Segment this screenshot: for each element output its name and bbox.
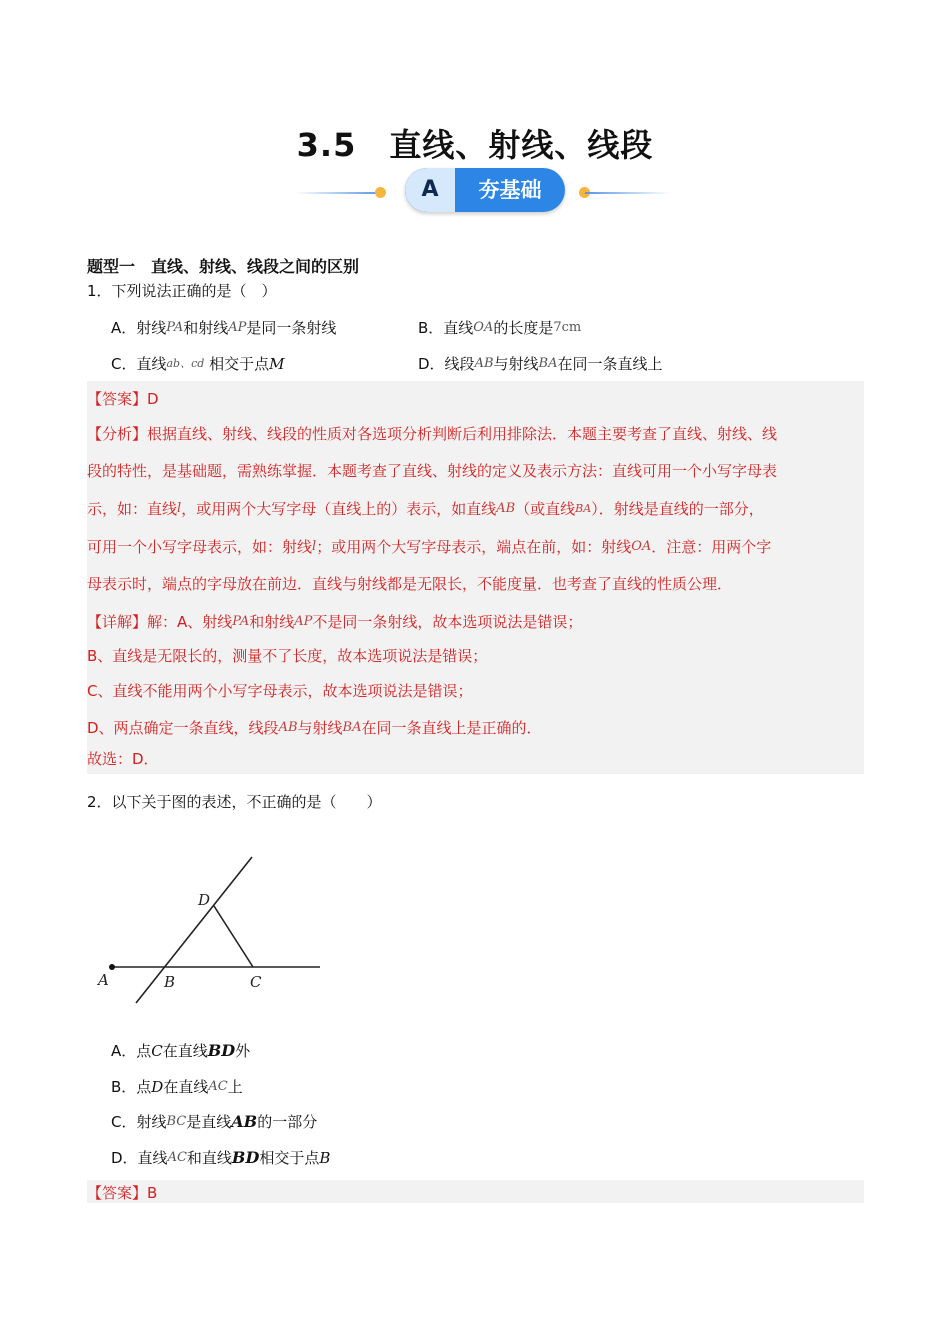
- q1-detail-line-4: D、两点确定一条直线，线段AB与射线BA在同一条直线上是正确的．: [87, 719, 542, 737]
- q1-answer: 【答案】D: [87, 390, 159, 408]
- label-c: C: [250, 973, 262, 991]
- banner-pill: [405, 168, 565, 212]
- q1-analysis-line-4: 可用一个小写字母表示，如：射线l；或用两个大写字母表示，端点在前，如：射线OA．注意：用两个字: [87, 538, 772, 556]
- segment-dc: [214, 906, 253, 967]
- q1-analysis-line-3: 示，如：直线l，或用两个大写字母（直线上的）表示，如直线AB（或直线BA）．射线是直线的一部分，: [87, 500, 764, 518]
- q2-option-d: D．直线AC和直线BD相交于点B: [111, 1148, 331, 1167]
- point-a-dot: [109, 964, 115, 970]
- label-b: B: [164, 973, 176, 991]
- banner-dot-left: [375, 187, 386, 198]
- q2-answer: 【答案】B: [87, 1184, 158, 1202]
- q1-option-c: C．直线ab、cd 相交于点M: [111, 355, 285, 373]
- banner-text: 夯基础: [478, 178, 542, 202]
- q1-option-d: D．线段AB与射线BA在同一条直线上: [418, 355, 663, 373]
- section-banner: [295, 168, 670, 214]
- banner-letter: A: [405, 168, 455, 212]
- q1-detail-line-2: B、直线是无限长的，测量不了长度，故本选项说法是错误；: [87, 647, 488, 665]
- label-d: D: [198, 891, 211, 909]
- banner-line-left: [295, 192, 380, 194]
- q2-stem: 2．以下关于图的表述，不正确的是（ ）: [87, 793, 382, 811]
- line-bd: [136, 857, 252, 1003]
- q1-detail-line-5: 故选：D．: [87, 750, 159, 768]
- page-title: 3.5 直线、射线、线段: [296, 126, 654, 164]
- q1-detail-line-1: 【详解】解：A、射线PA和射线AP不是同一条射线，故本选项说法是错误；: [87, 613, 583, 631]
- section-heading: 题型一 直线、射线、线段之间的区别: [87, 257, 360, 276]
- q2-figure: [90, 845, 330, 1005]
- q2-option-a: A．点C在直线BD外: [111, 1041, 251, 1060]
- banner-line-right: [585, 192, 670, 194]
- q1-analysis-line-1: 【分析】根据直线、射线、线段的性质对各选项分析判断后利用排除法．本题主要考查了直线、射线、线: [87, 425, 778, 443]
- q1-answer-box: [87, 381, 864, 774]
- q1-analysis-line-5: 母表示时，端点的字母放在前边．直线与射线都是无限长，不能度量．也考查了直线的性质公理．: [87, 575, 733, 593]
- q1-option-a: A．射线PA和射线AP是同一条射线: [111, 319, 337, 337]
- q1-option-b: B．直线OA的长度是7cm: [418, 319, 582, 337]
- q1-stem: 1．下列说法正确的是（ ）: [87, 282, 277, 300]
- q2-option-b: B．点D在直线AC上: [111, 1078, 243, 1096]
- q2-option-c: C．射线BC是直线AB的一部分: [111, 1112, 318, 1131]
- q1-analysis-line-2: 段的特性，是基础题，需熟练掌握．本题考查了直线、射线的定义及表示方法：直线可用一个小写字母表: [87, 462, 778, 480]
- label-a: A: [98, 971, 109, 989]
- q1-detail-line-3: C、直线不能用两个小写字母表示，故本选项说法是错误；: [87, 682, 473, 700]
- q2-answer-box: [87, 1180, 864, 1203]
